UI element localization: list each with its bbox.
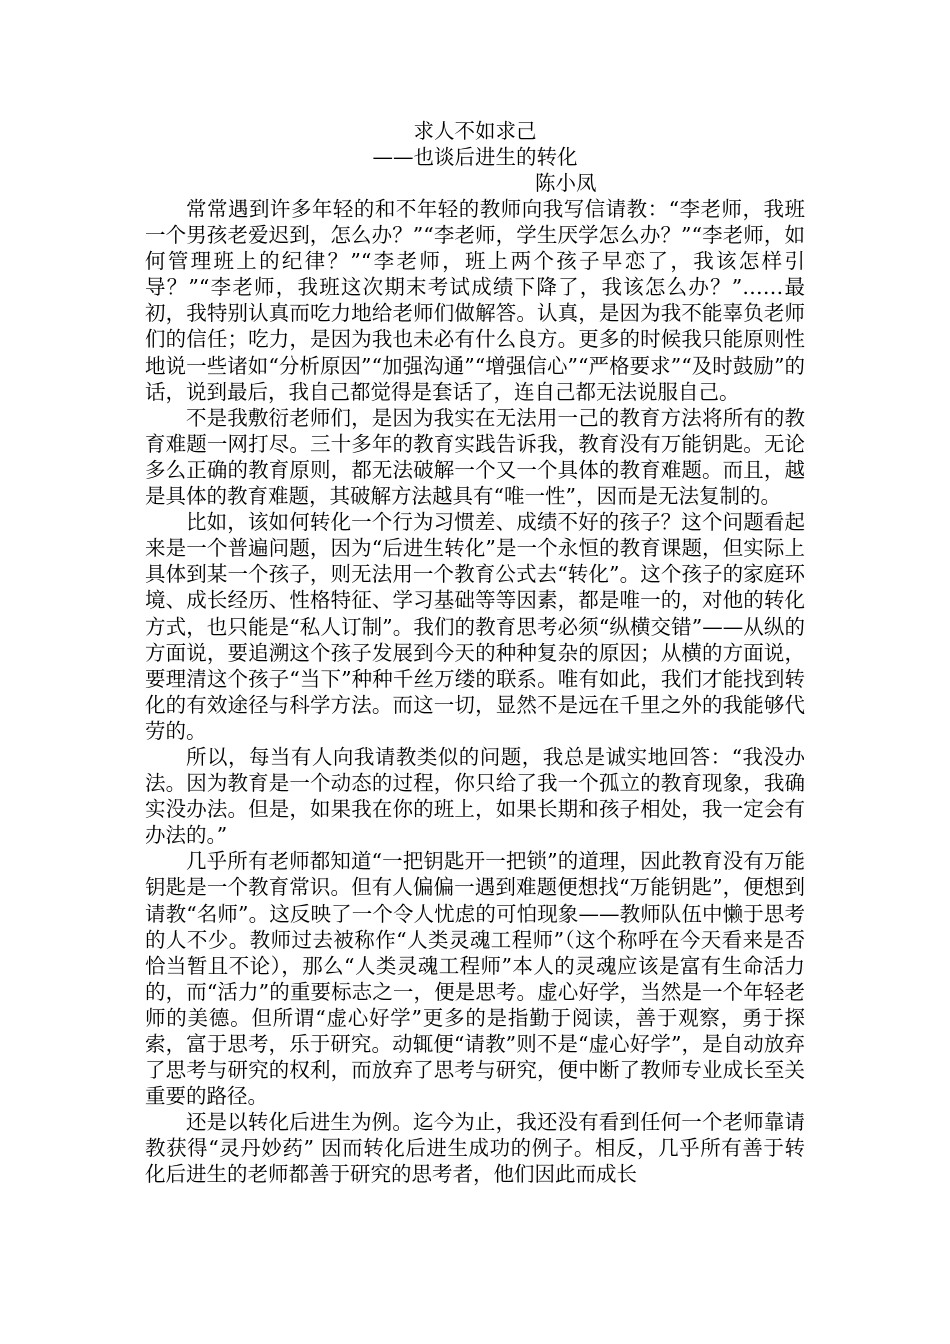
document-content [145,118,805,1188]
paragraph-3: 比如，该如何转化一个行为习惯差、成绩不好的孩子？这个问题看起来是一个普遍问题，因为“后进生转化”是一个永恒的教育课题，但实际上具体到某一个孩子，则无法用一个教育公式去“转化”。这个孩子的家庭环境、成长经历、性格特征、学习基础等等因素，都是唯一的，对他的转化方式，也只能是“私人订制”。我们的教育思考必须“纵横交错”——从纵的方面说，要追溯这个孩子发展到今天的种种复杂的原因；从横的方面说，要理清这个孩子“当下”种种千丝万缕的联系。唯有如此，我们才能找到转化的有效途径与科学方法。而这一切，显然不是远在千里之外的我能够代劳的。 [145,510,805,743]
paragraph-5: 几乎所有老师都知道“一把钥匙开一把锁”的道理，因此教育没有万能钥匙是一个教育常识。但有人偏偏一遇到难题便想找“万能钥匙”，便想到请教“名师”。这反映了一个令人忧虑的可怕现象——教师队伍中懒于思考的人不少。教师过去被称作“人类灵魂工程师”（这个称呼在今天看来是否恰当暂且不论），那么“人类灵魂工程师”本人的灵魂应该是富有生命活力的，而“活力”的重要标志之一，便是思考。虚心好学，当然是一个年轻老师的美德。但所谓“虚心好学”更多的是指勤于阅读，善于观察，勇于探索，富于思考，乐于研究。动辄便“请教”则不是“虚心好学”，是自动放弃了思考与研究的权利，而放弃了思考与研究，便中断了教师专业成长至关重要的路径。 [145,849,805,1109]
paragraph-4: 所以，每当有人向我请教类似的问题，我总是诚实地回答：“我没办法。因为教育是一个动态的过程，你只给了我一个孤立的教育现象，我确实没办法。但是，如果我在你的班上，如果长期和孩子相处，我一定会有办法的。” [145,744,805,848]
document-body [145,196,805,1188]
document-author: 陈小凤 [535,171,597,195]
document-title: 求人不如求己 [413,119,537,143]
paragraph-6: 还是以转化后进生为例。迄今为止，我还没有看到任何一个老师靠请教获得“灵丹妙药” 因而转化后进生成功的例子。相反，几乎所有善于转化后进生的老师都善于研究的思考者，他们因此而成长 [145,1110,805,1187]
paragraph-1: 常常遇到许多年轻的和不年轻的教师向我写信请教：“李老师，我班一个男孩老爱迟到，怎么办？”“李老师，学生厌学怎么办？”“李老师，如何管理班上的纪律？”“李老师，班上两个孩子早恋了，我该怎样引导？”“李老师，我班这次期末考试成绩下降了，我该怎么办？”……最初，我特别认真而吃力地给老师们做解答。认真，是因为我不能辜负老师们的信任；吃力，是因为我也未必有什么良方。更多的时候我只能原则性地说一些诸如“分析原因”“加强沟通”“增强信心”“严格要求”“及时鼓励”的话，说到最后，我自己都觉得是套话了，连自己都无法说服自己。 [145,197,805,404]
document-subtitle: ——也谈后进生的转化 [372,145,578,169]
paragraph-2: 不是我敷衍老师们，是因为我实在无法用一己的教育方法将所有的教育难题一网打尽。三十多年的教育实践告诉我，教育没有万能钥匙。无论多么正确的教育原则，都无法破解一个又一个具体的教育难题。而且，越是具体的教育难题，其破解方法越具有“唯一性”，因而是无法复制的。 [145,405,805,509]
